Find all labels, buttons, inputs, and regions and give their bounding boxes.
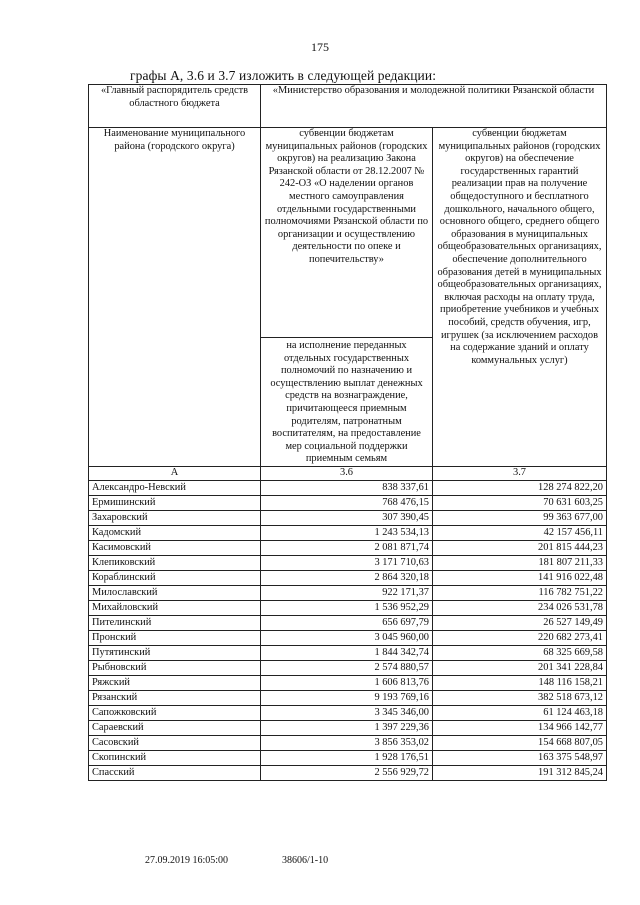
value-3-6: 1 243 534,13 [261, 525, 433, 540]
district-name: Спасский [89, 765, 261, 780]
manager-label: «Главный распорядитель средств областного бюджета [89, 85, 261, 128]
district-name: Михайловский [89, 600, 261, 615]
value-3-7: 128 274 822,20 [433, 480, 607, 495]
table-row [89, 675, 607, 690]
data-rows [89, 480, 607, 780]
value-3-6: 656 697,79 [261, 615, 433, 630]
value-3-7: 201 341 228,84 [433, 660, 607, 675]
district-name: Путятинский [89, 645, 261, 660]
value-3-7: 181 807 211,33 [433, 555, 607, 570]
district-name: Ряжский [89, 675, 261, 690]
district-name: Кадомский [89, 525, 261, 540]
value-3-6: 2 081 871,74 [261, 540, 433, 555]
district-name: Кораблинский [89, 570, 261, 585]
value-3-6: 3 045 960,00 [261, 630, 433, 645]
ministry-name: «Министерство образования и молодежной политики Рязанской области [261, 85, 607, 128]
value-3-6: 768 476,15 [261, 495, 433, 510]
page-number: 175 [311, 40, 329, 54]
district-name: Клепиковский [89, 555, 261, 570]
value-3-6: 1 606 813,76 [261, 675, 433, 690]
value-3-7: 382 518 673,12 [433, 690, 607, 705]
value-3-7: 26 527 149,49 [433, 615, 607, 630]
col-3-6-purpose-text: на исполнение переданных отдельных государственных полномочий по назначению и осуществлению выплат денежных средств на вознаграждение, причитающееся приемным родителям, патронатным воспитателям, на предоставление мер социальной поддержки приемным семьям [261, 337, 432, 466]
district-name: Захаровский [89, 510, 261, 525]
value-3-6: 307 390,45 [261, 510, 433, 525]
table-row [89, 600, 607, 615]
table-row [89, 480, 607, 495]
district-name: Ермишинский [89, 495, 261, 510]
table-row [89, 705, 607, 720]
footer-doc-id: 38606/1-10 [282, 855, 329, 866]
district-name: Александро-Невский [89, 480, 261, 495]
table-row [89, 765, 607, 780]
value-3-7: 68 325 669,58 [433, 645, 607, 660]
value-3-6: 1 844 342,74 [261, 645, 433, 660]
district-name: Сапожковский [89, 705, 261, 720]
table-row [89, 585, 607, 600]
column-letter-3-7: 3.7 [433, 466, 607, 480]
value-3-7: 234 026 531,78 [433, 600, 607, 615]
table-row [89, 630, 607, 645]
col-3-7-header: субвенции бюджетам муниципальных районов (городских округов) на обеспечение государственных гарантий реализации прав на получение общедоступного и бесплатного дошкольного, начального общего, основного общего, среднего общего образования в муниципальных общеобразовательных организациях, обеспечение дополнительного образования детей в муниципальных общеобразовательных организациях, включая расходы на оплату труда, приобретение учебников и учебных пособий, средств обучения, игр, игрушек (за исключением расходов на содержание зданий и оплату коммунальных услуг) [433, 128, 607, 467]
header-row-columns [89, 128, 607, 467]
value-3-6: 1 536 952,29 [261, 600, 433, 615]
table-row [89, 660, 607, 675]
budget-table [88, 84, 607, 781]
value-3-6: 922 171,37 [261, 585, 433, 600]
value-3-7: 61 124 463,18 [433, 705, 607, 720]
table-row [89, 495, 607, 510]
table-row [89, 750, 607, 765]
district-name: Пителинский [89, 615, 261, 630]
district-name: Сараевский [89, 720, 261, 735]
value-3-7: 154 668 807,05 [433, 735, 607, 750]
value-3-7: 134 966 142,77 [433, 720, 607, 735]
district-name: Милославский [89, 585, 261, 600]
footer-timestamp: 27.09.2019 16:05:00 [145, 855, 229, 866]
table-row [89, 510, 607, 525]
district-label: Наименование муниципального района (городского округа) [89, 128, 261, 467]
value-3-6: 3 171 710,63 [261, 555, 433, 570]
value-3-7: 148 116 158,21 [433, 675, 607, 690]
value-3-7: 191 312 845,24 [433, 765, 607, 780]
value-3-6: 2 574 880,57 [261, 660, 433, 675]
district-name: Рыбновский [89, 660, 261, 675]
district-name: Сасовский [89, 735, 261, 750]
column-letters-row [89, 466, 607, 480]
value-3-6: 3 345 346,00 [261, 705, 433, 720]
table-row [89, 645, 607, 660]
col-3-6-header [261, 128, 433, 467]
value-3-7: 201 815 444,23 [433, 540, 607, 555]
value-3-6: 2 556 929,72 [261, 765, 433, 780]
column-letter-a: А [89, 466, 261, 480]
value-3-7: 141 916 022,48 [433, 570, 607, 585]
table-row [89, 735, 607, 750]
district-name: Касимовский [89, 540, 261, 555]
table-row [89, 540, 607, 555]
value-3-6: 838 337,61 [261, 480, 433, 495]
intro-text: графы А, 3.6 и 3.7 изложить в следующей редакции: [130, 68, 437, 83]
district-name: Скопинский [89, 750, 261, 765]
table-row [89, 615, 607, 630]
value-3-6: 9 193 769,16 [261, 690, 433, 705]
table-row [89, 720, 607, 735]
col-3-6-subvention-text: субвенции бюджетам муниципальных районов (городских округов) на реализацию Закона Рязанской области от 28.12.2007 № 242-ОЗ «О наделении органов местного самоуправления отдельными государственными полномочиями Рязанской области по организации и осуществлению деятельности по опеке и попечительству» [264, 128, 429, 265]
table-row [89, 570, 607, 585]
value-3-6: 1 928 176,51 [261, 750, 433, 765]
value-3-6: 3 856 353,02 [261, 735, 433, 750]
value-3-7: 99 363 677,00 [433, 510, 607, 525]
district-name: Пронский [89, 630, 261, 645]
table-row [89, 525, 607, 540]
value-3-6: 2 864 320,18 [261, 570, 433, 585]
table-row [89, 555, 607, 570]
value-3-7: 163 375 548,97 [433, 750, 607, 765]
value-3-7: 70 631 603,25 [433, 495, 607, 510]
value-3-7: 220 682 273,41 [433, 630, 607, 645]
value-3-6: 1 397 229,36 [261, 720, 433, 735]
column-letter-3-6: 3.6 [261, 466, 433, 480]
header-row-manager [89, 85, 607, 128]
table-row [89, 690, 607, 705]
value-3-7: 116 782 751,22 [433, 585, 607, 600]
district-name: Рязанский [89, 690, 261, 705]
value-3-7: 42 157 456,11 [433, 525, 607, 540]
